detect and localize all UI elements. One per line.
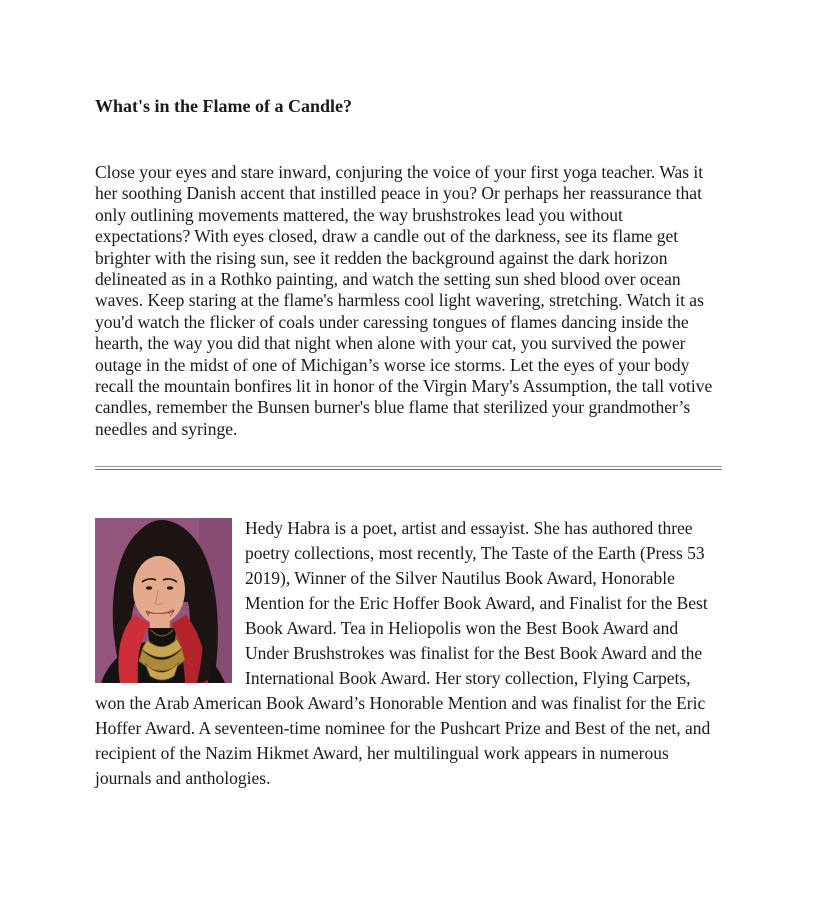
author-photo — [95, 518, 232, 683]
right-eye — [167, 586, 173, 590]
author-bio-section — [95, 516, 722, 791]
section-divider — [95, 466, 722, 470]
author-bio-text: Hedy Habra is a poet, artist and essayist. She has authored three poetry collections, most recently, The Taste of the Earth (Press 53 2019), Winner of the Silver Nautilus Book Award, Honorable Mention for the Eric Hoffer Book Award, and Finalist for the Best Book Award. Tea in Heliopolis won the Best Book Award and Under Brushstrokes was finalist for the Best Book Award and the International Book Award. Her story collection, Flying Carpets, won the Arab American Book Award’s Honorable Mention and was finalist for the Eric Hoffer Award. A seventeen-time nominee for the Pushcart Prize and Best of the net, and recipient of the Nazim Hikmet Award, her multilingual work appears in numerous journals and anthologies. — [95, 518, 711, 789]
poem-text: Close your eyes and stare inward, conjuring the voice of your first yoga teacher. Was it her soothing Danish accent that instilled peace in you? Or perhaps her reassurance that only outlining movements mattered, the way brushstrokes lead you without expectations? With eyes closed, draw a candle out of the darkness, see its flame get brighter with the rising sun, see it redden the background against the dark horizon delineated as in a Rothko painting, and watch the setting sun shed blood over ocean waves. Keep staring at the flame's harmless cool light wavering, stretching. Watch it as you'd watch the flicker of coals under caressing tongues of flames dancing inside the hearth, the way you did that night when alone with your cat, you survived the power outage in the midst of one of Michigan’s worse ice storms. Let the eyes of your body recall the mountain bonfires lit in honor of the Virgin Mary's Assumption, the tall votive candles, remember the Bunsen burner's blue flame that sterilized your grandmother’s needles and syringe. — [95, 162, 713, 439]
author-portrait-image — [95, 518, 232, 683]
poem-title: What's in the Flame of a Candle? — [95, 96, 353, 116]
left-eye — [146, 586, 152, 590]
